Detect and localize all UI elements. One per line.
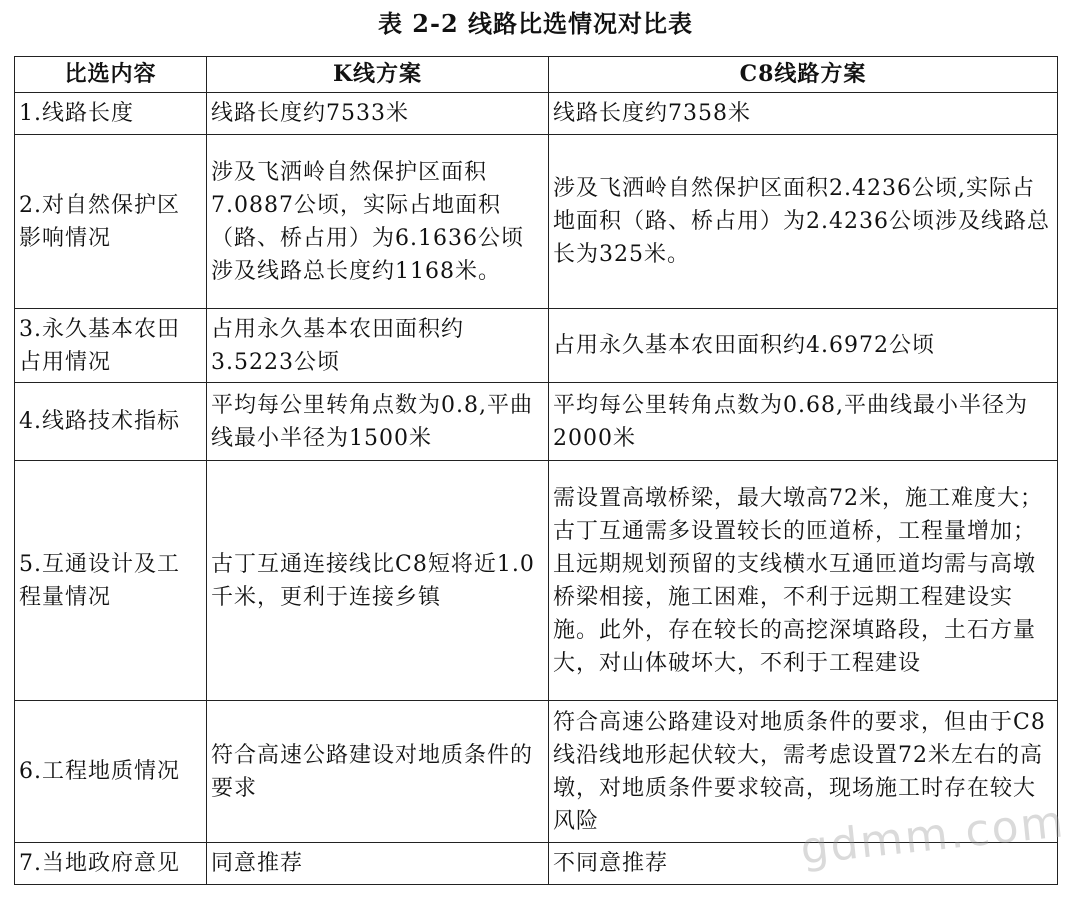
table-row xyxy=(15,93,1058,135)
row-item: 4.线路技术指标 xyxy=(15,383,207,461)
row-k-value: 符合高速公路建设对地质条件的要求 xyxy=(207,701,549,843)
header-row xyxy=(15,57,1058,93)
header-k-plan: K线方案 xyxy=(207,57,549,93)
table-row xyxy=(15,383,1058,461)
row-c8-value: 符合高速公路建设对地质条件的要求，但由于C8线沿线地形起伏较大，需考虑设置72米左右的高墩，对地质条件要求较高，现场施工时存在较大风险 xyxy=(549,701,1058,843)
row-c8-value: 不同意推荐 xyxy=(549,843,1058,885)
row-c8-value: 线路长度约7358米 xyxy=(549,93,1058,135)
row-item: 2.对自然保护区影响情况 xyxy=(15,135,207,309)
table-row xyxy=(15,843,1058,885)
row-item: 5.互通设计及工程量情况 xyxy=(15,461,207,701)
row-k-value: 同意推荐 xyxy=(207,843,549,885)
row-k-value: 古丁互通连接线比C8短将近1.0千米，更利于连接乡镇 xyxy=(207,461,549,701)
header-item: 比选内容 xyxy=(15,57,207,93)
row-k-value: 平均每公里转角点数为0.8,平曲线最小半径为1500米 xyxy=(207,383,549,461)
table-title: 表 2-2 线路比选情况对比表 xyxy=(377,9,694,38)
row-c8-value: 需设置高墩桥梁，最大墩高72米，施工难度大；古丁互通需多设置较长的匝道桥，工程量增加；且远期规划预留的支线横水互通匝道均需与高墩桥梁相接，施工困难，不利于远期工程建设实施。此外，存在较长的高挖深填路段，土石方量大，对山体破坏大，不利于工程建设 xyxy=(549,461,1058,701)
row-item: 7.当地政府意见 xyxy=(15,843,207,885)
row-item: 3.永久基本农田占用情况 xyxy=(15,309,207,383)
row-c8-value: 占用永久基本农田面积约4.6972公顷 xyxy=(549,309,1058,383)
table-row xyxy=(15,309,1058,383)
watermark: gdmm.com xyxy=(798,796,1068,875)
comparison-table xyxy=(14,56,1058,885)
row-k-value: 线路长度约7533米 xyxy=(207,93,549,135)
row-item: 1.线路长度 xyxy=(15,93,207,135)
header-c8-plan: C8线路方案 xyxy=(549,57,1058,93)
row-c8-value: 平均每公里转角点数为0.68,平曲线最小半径为2000米 xyxy=(549,383,1058,461)
row-item: 6.工程地质情况 xyxy=(15,701,207,843)
table-row xyxy=(15,461,1058,701)
row-k-value: 涉及飞洒岭自然保护区面积7.0887公顷，实际占地面积（路、桥占用）为6.1636公顷涉及线路总长度约1168米。 xyxy=(207,135,549,309)
table-row xyxy=(15,135,1058,309)
row-c8-value: 涉及飞洒岭自然保护区面积2.4236公顷,实际占地面积（路、桥占用）为2.4236公顷涉及线路总长为325米。 xyxy=(549,135,1058,309)
row-k-value: 占用永久基本农田面积约3.5223公顷 xyxy=(207,309,549,383)
table-row xyxy=(15,701,1058,843)
